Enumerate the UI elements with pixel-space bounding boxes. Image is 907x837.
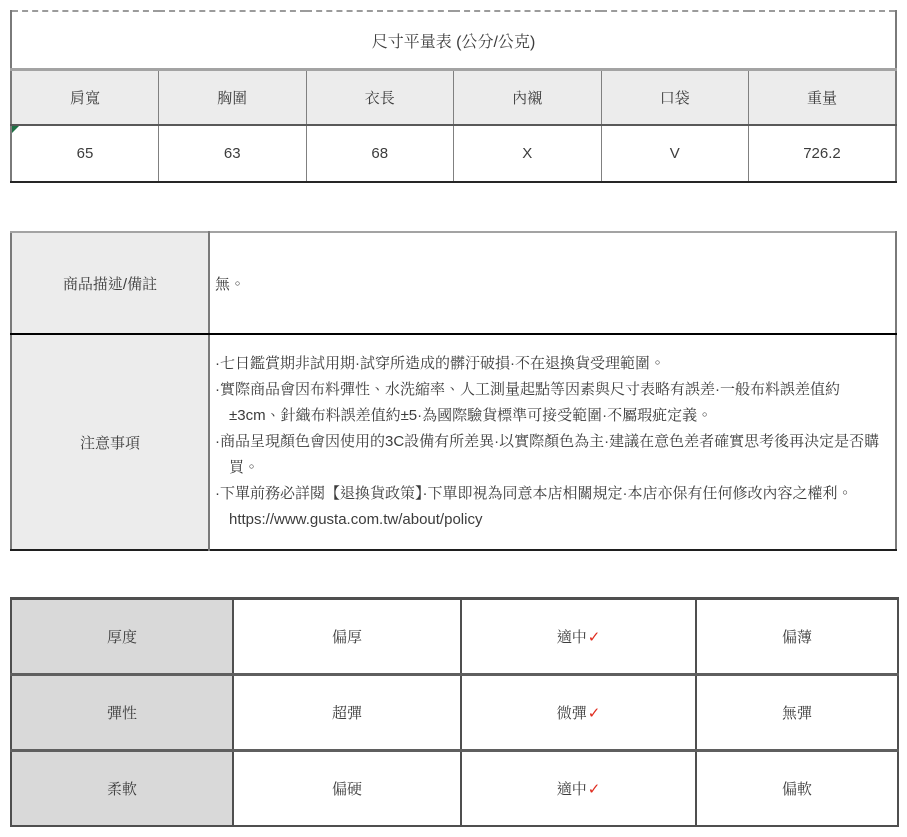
note-text: ·實際商品會因布料彈性、水洗縮率、人工測量起點等因素與尺寸表略有誤差·一般布料誤差值約±3cm、針織布料誤差值約±5·為國際驗貨標準可接受範圍·不屬瑕疵定義。 <box>215 381 840 424</box>
attribute-option-cell <box>233 675 461 751</box>
description-content-cell: 無。 <box>209 232 896 334</box>
attribute-option-cell <box>696 751 898 827</box>
size-column-header: 內襯 <box>454 70 602 126</box>
attributes-table <box>10 597 899 827</box>
size-value: X <box>522 145 533 162</box>
note-item <box>215 481 885 533</box>
note-item <box>215 429 885 481</box>
option-text: 偏薄 <box>781 629 812 646</box>
attribute-option-cell <box>233 599 461 675</box>
attribute-label-cell: 厚度 <box>11 599 233 675</box>
attribute-option-cell <box>461 751 696 827</box>
table-row <box>11 232 896 334</box>
size-value-cell <box>454 125 602 182</box>
table-row <box>11 334 896 550</box>
check-icon: ✓ <box>587 629 601 646</box>
description-label-cell: 商品描述/備註 <box>11 232 209 334</box>
option-text: 偏厚 <box>331 629 362 646</box>
option-text: 無彈 <box>781 705 812 722</box>
option-text: 微彈 <box>556 705 587 722</box>
note-item <box>215 377 885 429</box>
size-column-header: 重量 <box>749 70 897 126</box>
attribute-option-cell <box>696 599 898 675</box>
table-row <box>11 751 898 827</box>
description-table <box>10 231 897 551</box>
attribute-option-cell <box>696 675 898 751</box>
table-row <box>11 125 896 182</box>
size-column-header: 口袋 <box>601 70 749 126</box>
table-row <box>11 70 896 126</box>
size-value-cell <box>11 125 159 182</box>
attribute-label-cell: 彈性 <box>11 675 233 751</box>
size-table-title: 尺寸平量表 (公分/公克) <box>11 11 896 70</box>
size-value: 726.2 <box>803 145 841 162</box>
size-value-cell <box>749 125 897 182</box>
size-value: 68 <box>371 145 389 162</box>
note-text: ·下單前務必詳閱【退換貨政策】·下單即視為同意本店相關規定·本店亦保有任何修改內容之權利。 <box>215 485 853 502</box>
note-text: ·七日鑑賞期非試用期·試穿所造成的髒汙破損·不在退換貨受理範圍。 <box>215 355 665 372</box>
table-row <box>11 11 896 70</box>
attribute-option-cell <box>461 675 696 751</box>
option-text: 適中 <box>556 781 587 798</box>
size-value-cell <box>306 125 454 182</box>
notes-content-cell <box>209 334 896 550</box>
corner-marker-icon <box>12 126 19 133</box>
size-value: V <box>669 145 680 162</box>
option-text: 偏硬 <box>331 781 362 798</box>
attribute-label-cell: 柔軟 <box>11 751 233 827</box>
size-value-cell <box>159 125 307 182</box>
check-icon: ✓ <box>587 705 601 722</box>
size-table <box>10 10 897 183</box>
size-column-header: 肩寬 <box>11 70 159 126</box>
attribute-option-cell <box>233 751 461 827</box>
option-text: 偏軟 <box>781 781 812 798</box>
size-column-header: 衣長 <box>306 70 454 126</box>
note-item <box>215 351 885 377</box>
size-column-header: 胸圍 <box>159 70 307 126</box>
size-value-cell <box>601 125 749 182</box>
option-text: 超彈 <box>331 705 362 722</box>
table-row <box>11 599 898 675</box>
policy-link[interactable]: https://www.gusta.com.tw/about/policy <box>229 511 483 528</box>
note-text: ·商品呈現顏色會因使用的3C設備有所差異·以實際顏色為主·建議在意色差者確實思考後再決定是否購買。 <box>215 433 880 476</box>
notes-label-cell: 注意事項 <box>11 334 209 550</box>
option-text: 適中 <box>556 629 587 646</box>
attribute-option-cell <box>461 599 696 675</box>
size-value: 65 <box>76 145 94 162</box>
table-row <box>11 675 898 751</box>
size-value: 63 <box>223 145 241 162</box>
check-icon: ✓ <box>587 781 601 798</box>
